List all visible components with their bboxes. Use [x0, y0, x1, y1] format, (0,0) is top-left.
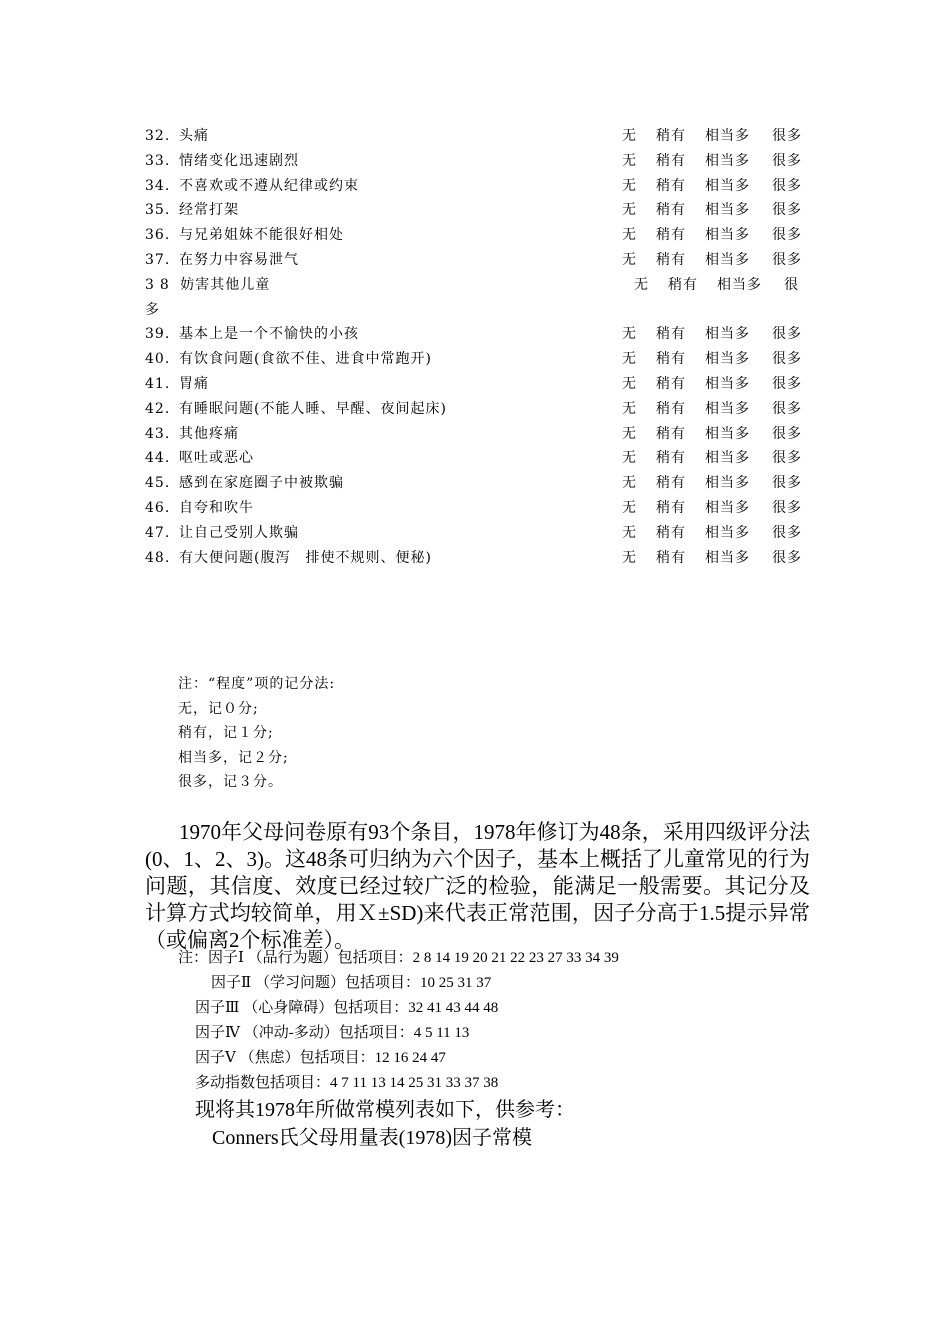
option-very-much: 很多 — [772, 400, 802, 417]
list-item — [145, 347, 810, 372]
item-text: 不喜欢或不遵从纪律或约束 — [179, 177, 359, 194]
option-none: 无 — [622, 326, 637, 343]
option-considerable: 相当多 — [705, 450, 750, 467]
option-none: 无 — [622, 227, 637, 244]
option-very-much: 很多 — [772, 499, 802, 516]
list-item — [145, 422, 810, 447]
item-options — [622, 471, 802, 496]
option-slight: 稍有 — [656, 375, 686, 392]
item-number: 38 — [145, 276, 175, 293]
item-text: 自夸和吹牛 — [179, 499, 254, 516]
item-number: 32. — [145, 128, 171, 144]
description-paragraph — [145, 819, 810, 954]
list-item — [145, 124, 810, 149]
option-considerable: 相当多 — [705, 524, 750, 541]
option-very-much: 很多 — [772, 425, 802, 442]
item-options — [622, 149, 802, 174]
option-very-much: 很多 — [772, 524, 802, 541]
list-item — [145, 546, 810, 571]
option-very-much-part2: 多 — [145, 301, 159, 318]
option-considerable: 相当多 — [705, 128, 750, 144]
item-number: 34. — [145, 177, 171, 194]
item-options — [622, 322, 802, 347]
item-options — [622, 174, 802, 199]
item-text: 呕吐或恶心 — [179, 450, 254, 467]
option-slight: 稍有 — [656, 450, 686, 467]
paragraph-text: 1970年父母问卷原有93个条目，1978年修订为48条，采用四级评分法(0、1、2、3)。这48条可归纳为六个因子，基本上概括了儿童常见的行为问题，其信度、效度已经过较广泛的检验，能满足一般需要。其记分及计算方式均较简单，用Ｘ±SD)来代表正常范围，因子分高于1.5提示异常（或偏离2个标准差）。 — [145, 820, 810, 952]
factor-line: 因子Ⅲ （心身障碍）包括项目：32 41 43 44 48 — [195, 1000, 499, 1016]
hyperactivity-index-line: 多动指数包括项目：4 7 11 13 14 25 31 33 37 38 — [195, 1075, 499, 1091]
item-text: 基本上是一个不愉快的小孩 — [179, 326, 359, 343]
list-item — [145, 446, 810, 471]
item-number: 35. — [145, 202, 171, 219]
item-options — [622, 198, 802, 223]
item-options — [622, 124, 802, 149]
option-slight: 稍有 — [656, 425, 686, 442]
reference-intro: 现将其1978年所做常模列表如下，供参考： — [195, 1099, 575, 1121]
factor-line: 因子Ⅴ （焦虑）包括项目：12 16 24 47 — [195, 1050, 446, 1066]
option-very-much: 很多 — [772, 152, 802, 169]
item-options — [622, 347, 802, 372]
item-number: 39. — [145, 326, 171, 343]
scoring-note-line: 很多，记３分。 — [178, 774, 283, 791]
option-considerable: 相当多 — [705, 152, 750, 169]
option-very-much: 很多 — [772, 326, 802, 343]
item-options — [622, 496, 802, 521]
option-slight: 稍有 — [656, 524, 686, 541]
item-text: 头痛 — [179, 128, 209, 144]
option-very-much: 很多 — [772, 351, 802, 368]
item-options — [622, 372, 802, 397]
option-very-much: 很多 — [772, 375, 802, 392]
list-item — [145, 372, 810, 397]
item-text: 胃痛 — [179, 375, 209, 392]
item-number: 45. — [145, 475, 171, 492]
factor-line: 因子Ⅱ （学习问题）包括项目：10 25 31 37 — [211, 975, 492, 991]
item-text: 情绪变化迅速剧烈 — [179, 152, 299, 169]
list-item — [145, 521, 810, 546]
item-number: 37. — [145, 251, 171, 268]
scoring-note-title: 注：“程度”项的记分法: — [178, 676, 336, 692]
item-options — [634, 273, 799, 298]
list-item — [145, 149, 810, 174]
option-considerable: 相当多 — [705, 475, 750, 492]
item-text: 让自己受别人欺骗 — [179, 524, 299, 541]
option-considerable: 相当多 — [705, 549, 750, 566]
item-text: 在努力中容易泄气 — [179, 251, 299, 268]
item-text: 感到在家庭圈子中被欺骗 — [179, 475, 344, 492]
list-item — [145, 322, 810, 347]
option-considerable: 相当多 — [717, 276, 762, 293]
scoring-note-line: 无，记０分; — [178, 700, 259, 717]
option-considerable: 相当多 — [705, 177, 750, 194]
option-none: 无 — [622, 202, 637, 219]
list-item — [145, 174, 810, 199]
option-slight: 稍有 — [656, 475, 686, 492]
item-options — [622, 422, 802, 447]
factor-line: 注：因子Ⅰ （品行为题）包括项目：2 8 14 19 20 21 22 23 27 33 34 39 — [178, 950, 619, 966]
option-considerable: 相当多 — [705, 425, 750, 442]
option-considerable: 相当多 — [705, 251, 750, 268]
option-slight: 稍有 — [656, 549, 686, 566]
item-text: 经常打架 — [179, 202, 239, 219]
list-item — [145, 397, 810, 422]
questionnaire-items — [145, 124, 810, 570]
item-number: 36. — [145, 227, 171, 244]
option-very-much: 很多 — [772, 251, 802, 268]
option-very-much: 很多 — [772, 475, 802, 492]
item-number: 40. — [145, 351, 171, 368]
item-number: 44. — [145, 450, 171, 467]
option-none: 无 — [622, 251, 637, 268]
scoring-note-line: 稍有，记１分; — [178, 725, 274, 742]
item-options — [622, 446, 802, 471]
list-item — [145, 248, 810, 273]
item-number: 43. — [145, 425, 171, 442]
item-options — [622, 521, 802, 546]
item-text: 有睡眠问题(不能人睡、早醒、夜间起床) — [179, 400, 447, 417]
option-slight: 稍有 — [656, 177, 686, 194]
factor-line: 因子Ⅳ （冲动-多动）包括项目：4 5 11 13 — [195, 1025, 470, 1041]
option-very-much: 很多 — [772, 227, 802, 244]
option-considerable: 相当多 — [705, 351, 750, 368]
list-item — [145, 198, 810, 223]
scoring-notes — [178, 672, 335, 795]
option-very-much: 很多 — [772, 450, 802, 467]
option-none: 无 — [622, 549, 637, 566]
option-slight: 稍有 — [656, 227, 686, 244]
item-text: 其他疼痛 — [179, 425, 239, 442]
item-number: 33. — [145, 152, 171, 169]
option-none: 无 — [622, 475, 637, 492]
item-text: 与兄弟姐妹不能很好相处 — [179, 227, 344, 244]
item-text: 有大便问题(腹泻 排使不规则、便秘) — [179, 549, 432, 566]
option-very-much: 很多 — [772, 202, 802, 219]
item-text: 有饮食问题(食欲不佳、进食中常跑开) — [179, 351, 432, 368]
option-considerable: 相当多 — [705, 227, 750, 244]
factor-list — [178, 946, 619, 1096]
item-options — [622, 223, 802, 248]
option-considerable: 相当多 — [705, 499, 750, 516]
option-very-much: 很多 — [772, 177, 802, 194]
option-none: 无 — [622, 351, 637, 368]
option-slight: 稍有 — [656, 128, 686, 144]
option-slight: 稍有 — [656, 152, 686, 169]
option-considerable: 相当多 — [705, 400, 750, 417]
table-caption: Conners氏父母用量表(1978)因子常模 — [212, 1127, 532, 1149]
option-none: 无 — [622, 152, 637, 169]
option-none: 无 — [622, 400, 637, 417]
option-none: 无 — [622, 177, 637, 194]
option-none: 无 — [622, 499, 637, 516]
option-none: 无 — [622, 450, 637, 467]
item-options — [622, 546, 802, 571]
item-number: 48. — [145, 549, 171, 566]
option-slight: 稍有 — [656, 400, 686, 417]
item-number: 42. — [145, 400, 171, 417]
option-slight: 稍有 — [656, 251, 686, 268]
list-item — [145, 496, 810, 521]
item-text: 妨害其他儿童 — [180, 276, 271, 293]
option-slight: 稍有 — [668, 276, 698, 293]
item-number: 46. — [145, 499, 171, 516]
option-considerable: 相当多 — [705, 326, 750, 343]
item-options — [622, 248, 802, 273]
item-options — [622, 397, 802, 422]
list-item — [145, 471, 810, 496]
item-number: 41. — [145, 375, 171, 392]
option-slight: 稍有 — [656, 499, 686, 516]
item-number: 47. — [145, 524, 171, 541]
option-none: 无 — [634, 276, 649, 293]
option-very-much: 很多 — [772, 549, 802, 566]
option-considerable: 相当多 — [705, 375, 750, 392]
option-none: 无 — [622, 524, 637, 541]
option-slight: 稍有 — [656, 351, 686, 368]
list-item — [145, 273, 810, 298]
option-none: 无 — [622, 128, 637, 144]
option-none: 无 — [622, 375, 637, 392]
list-item — [145, 223, 810, 248]
option-slight: 稍有 — [656, 326, 686, 343]
option-considerable: 相当多 — [705, 202, 750, 219]
option-very-much: 很多 — [772, 128, 802, 144]
closing-lines — [195, 1096, 575, 1152]
option-none: 无 — [622, 425, 637, 442]
scoring-note-line: 相当多，记２分; — [178, 749, 289, 766]
option-very-much-part1: 很 — [784, 276, 799, 293]
option-slight: 稍有 — [656, 202, 686, 219]
